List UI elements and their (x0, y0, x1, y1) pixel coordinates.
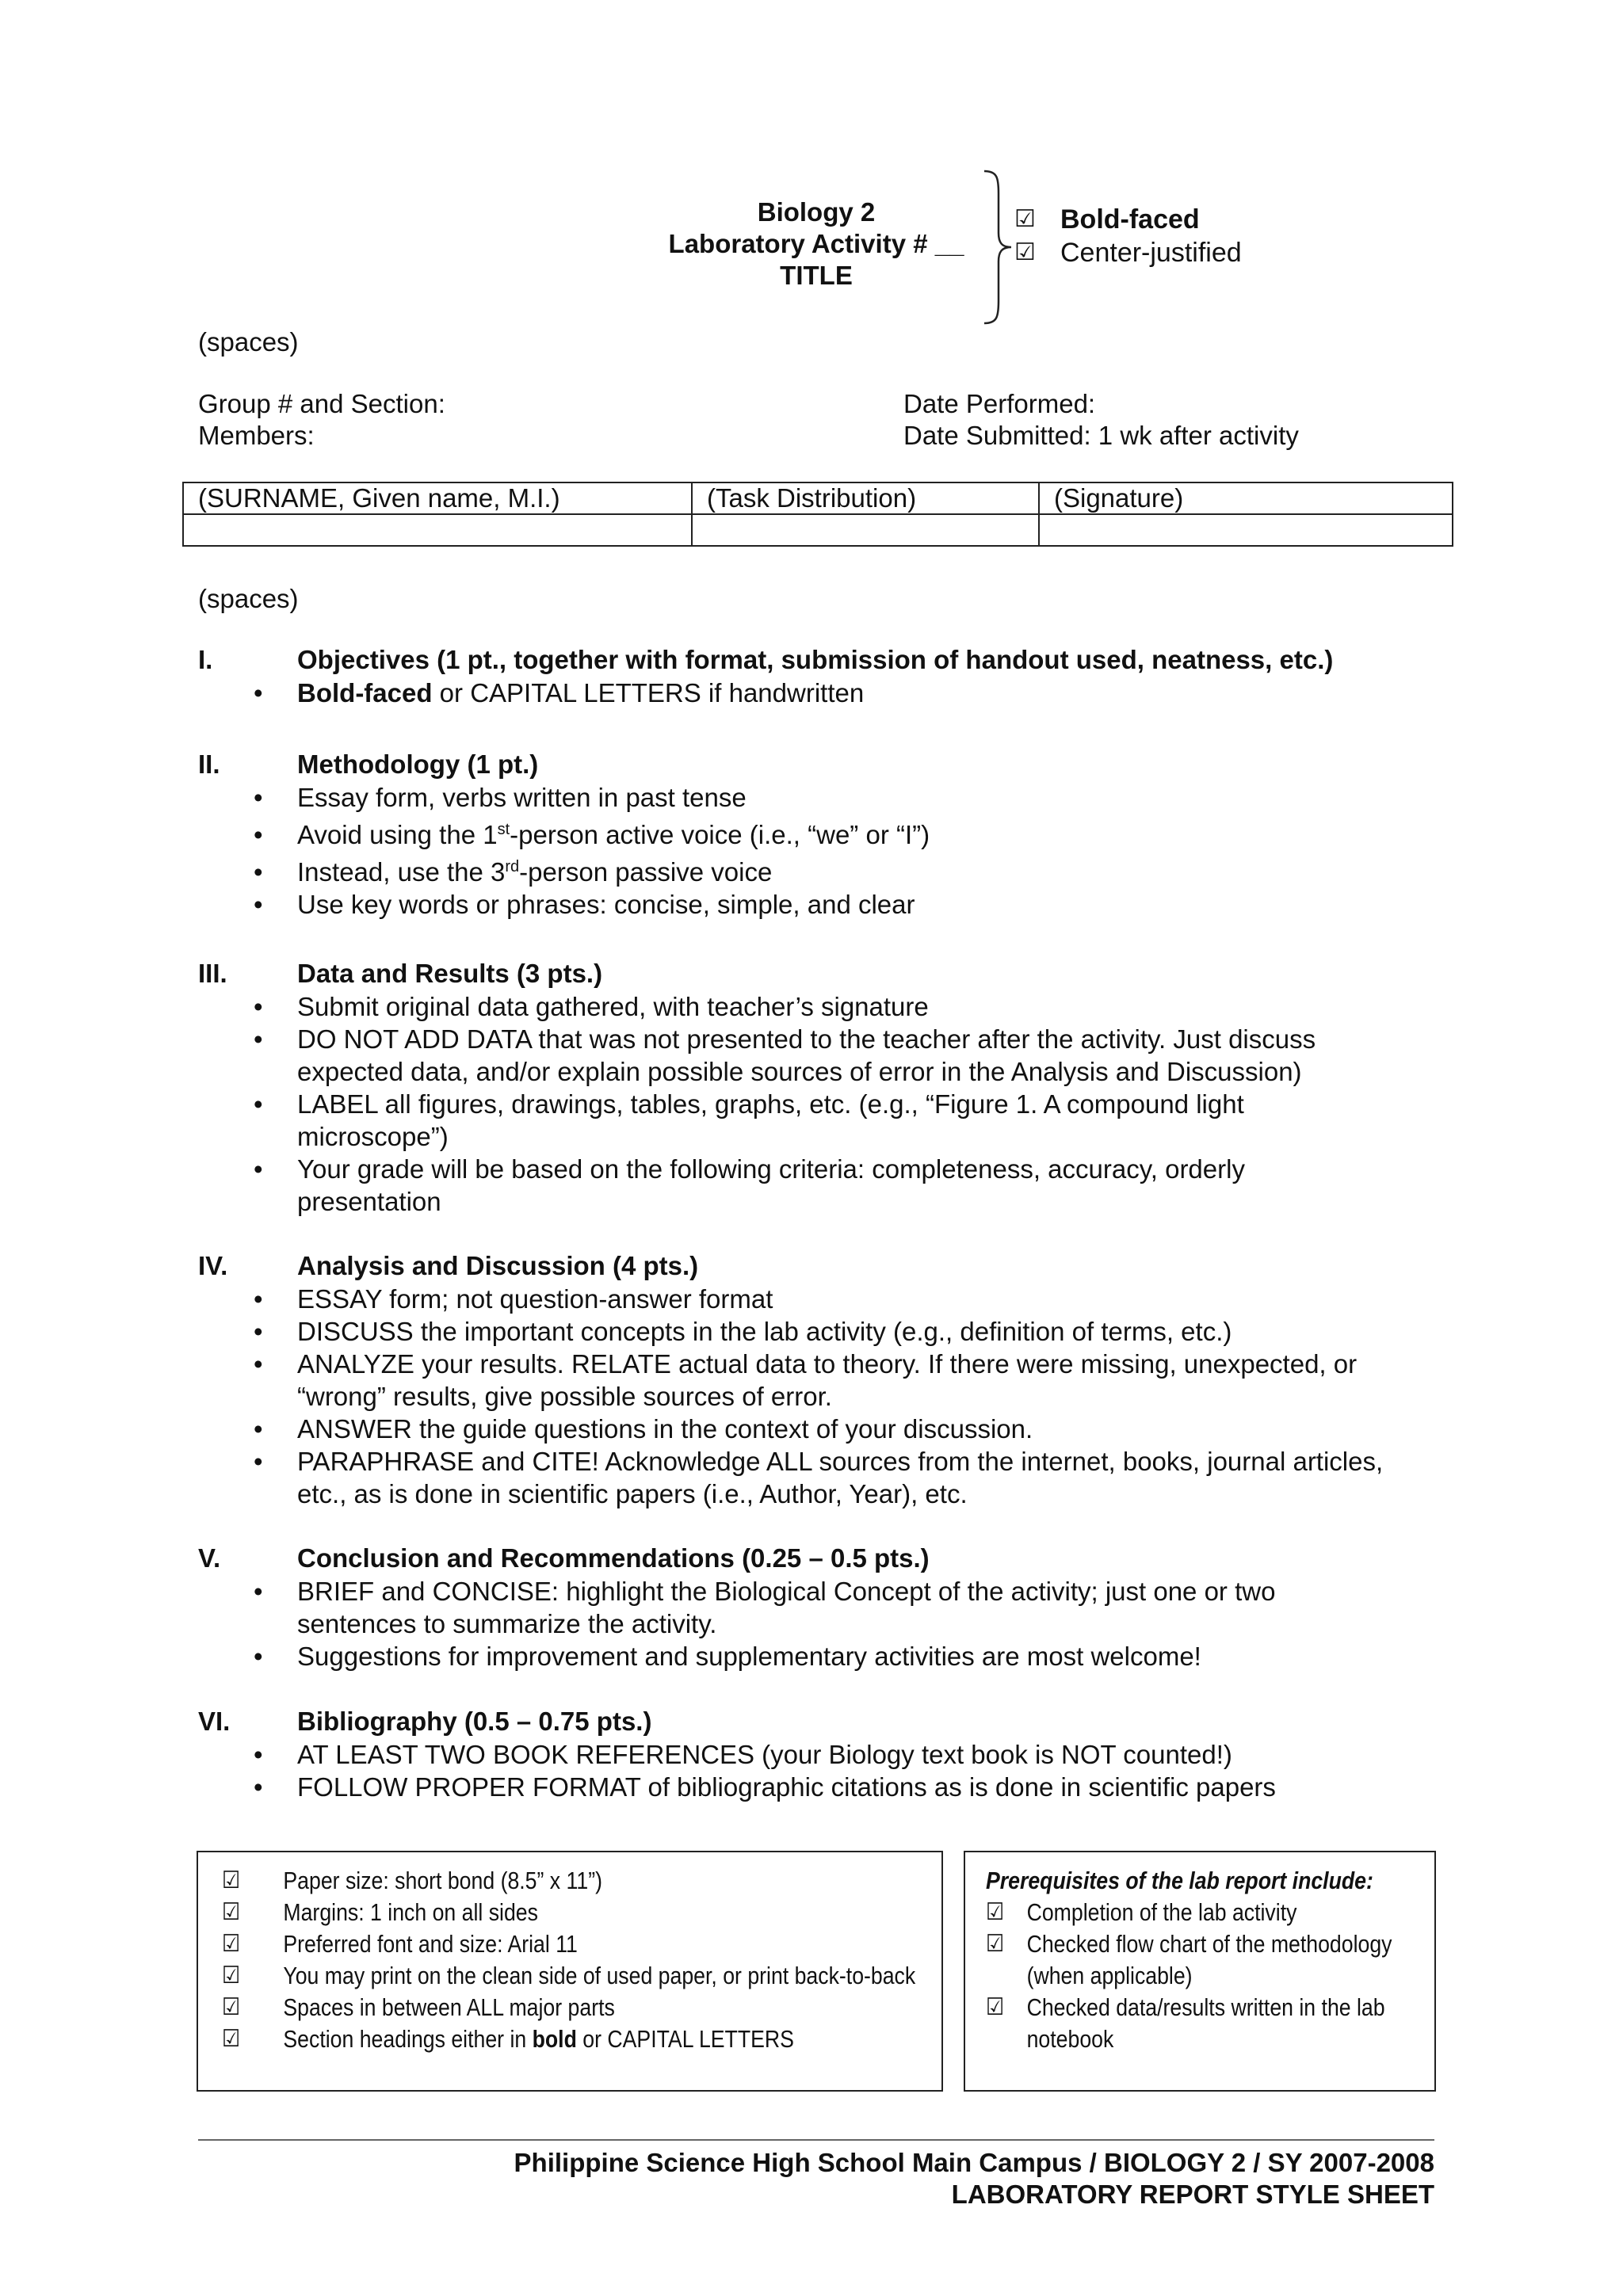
checkbox-checked-icon: ☑ (986, 1899, 1005, 1925)
checkbox-checked-icon: ☑ (222, 1994, 241, 2020)
section-number: I. (198, 645, 213, 674)
activity-title: TITLE (780, 261, 853, 290)
list-item: • ANALYZE your results. RELATE actual data to theory. If there were missing, unexpected, or “wrong” results, give possible sources of error. (254, 1349, 1358, 1411)
list-item: • ANSWER the guide questions in the context of your discussion. (254, 1414, 1033, 1444)
column-header-name: (SURNAME, Given name, M.I.) (183, 482, 692, 514)
curly-brace-icon (983, 170, 1014, 325)
list-item: ☑ Preferred font and size: Arial 11 (222, 1928, 915, 1960)
page-footer (514, 2147, 1434, 2210)
bullet-icon: • (254, 1447, 263, 1476)
section-title: Objectives (1 pt., together with format, submission of handout used, neatness, etc.) (297, 645, 1334, 674)
bullet-icon: • (254, 1740, 263, 1769)
section-bibliography (198, 1705, 1466, 1803)
bullet-icon: • (254, 678, 263, 707)
table-row (183, 514, 1453, 546)
bullet-icon: • (254, 992, 263, 1021)
bullet-icon: • (254, 820, 263, 849)
bullet-icon: • (254, 1414, 263, 1444)
checkbox-checked-icon: ☑ (1014, 206, 1036, 232)
section-number: III. (198, 959, 227, 988)
bullet-icon: • (254, 1577, 263, 1606)
table-header-row (183, 482, 1453, 514)
footer-doc-title: LABORATORY REPORT STYLE SHEET (951, 2180, 1434, 2209)
checkbox-checked-icon: ☑ (222, 1962, 241, 1989)
bullet-icon: • (254, 783, 263, 812)
members-table (182, 482, 1453, 547)
list-item: • DO NOT ADD DATA that was not presented to the teacher after the activity. Just discuss expected data, and/or explain possible sources of error in the Analysis and Discussion) (254, 1024, 1316, 1086)
bullet-icon: • (254, 1642, 263, 1671)
table-cell (692, 514, 1039, 546)
checkbox-checked-icon: ☑ (222, 1867, 241, 1894)
checkbox-checked-icon: ☑ (222, 2026, 241, 2052)
bullet-icon: • (254, 1772, 263, 1802)
date-submitted-label: Date Submitted: 1 wk after activity (903, 421, 1299, 450)
footer-school: Philippine Science High School Main Campus / BIOLOGY 2 / SY 2007-2008 (514, 2148, 1434, 2177)
course-name: Biology 2 (757, 197, 876, 227)
activity-number: Laboratory Activity # __ (668, 229, 964, 258)
section-number: II. (198, 749, 220, 779)
section-title: Conclusion and Recommendations (0.25 – 0.5 pts.) (297, 1543, 930, 1573)
checkbox-checked-icon: ☑ (1014, 239, 1036, 265)
list-item: • Suggestions for improvement and supplementary activities are most welcome! (254, 1642, 1201, 1671)
bullet-icon: • (254, 1284, 263, 1314)
prerequisites-box (964, 1851, 1436, 2092)
section-title: Methodology (1 pt.) (297, 749, 539, 779)
section-objectives (198, 643, 1466, 709)
bullet-icon: • (254, 857, 263, 887)
section-conclusion (198, 1542, 1466, 1672)
document-title (602, 196, 1030, 292)
format-requirements-box (197, 1851, 943, 2092)
list-item: • PARAPHRASE and CITE! Acknowledge ALL sources from the internet, books, journal articles, etc., as is done in scientific papers (i.e., Author, Year), etc. (254, 1447, 1384, 1508)
checkbox-checked-icon: ☑ (986, 1994, 1005, 2020)
members-label: Members: (198, 421, 315, 450)
list-item: ☑ Section headings either in bold or CAPITAL LETTERS (222, 2023, 915, 2055)
column-header-signature: (Signature) (1039, 482, 1453, 514)
list-item: ☑ Completion of the lab activity (986, 1897, 1436, 1928)
section-analysis-discussion (198, 1249, 1466, 1510)
list-item: • ESSAY form; not question-answer format (254, 1284, 773, 1314)
list-item: • LABEL all figures, drawings, tables, graphs, etc. (e.g., “Figure 1. A compound light microscope”) (254, 1089, 1244, 1151)
checkbox-checked-icon: ☑ (222, 1931, 241, 1957)
bullet-icon: • (254, 1089, 263, 1119)
group-label: Group # and Section: (198, 389, 445, 418)
date-performed-label: Date Performed: (903, 389, 1096, 418)
section-number: IV. (198, 1251, 228, 1280)
section-number: V. (198, 1543, 221, 1573)
checkbox-checked-icon: ☑ (222, 1899, 241, 1925)
footer-divider (198, 2139, 1434, 2141)
section-title: Bibliography (0.5 – 0.75 pts.) (297, 1707, 652, 1736)
format-note-bold: ☑ Bold-faced (1014, 204, 1200, 235)
bullet-icon: • (254, 1024, 263, 1054)
list-item: • Your grade will be based on the following criteria: completeness, accuracy, orderly presentation (254, 1154, 1245, 1216)
bullet-icon: • (254, 1154, 263, 1184)
list-item: ☑ Paper size: short bond (8.5” x 11”) (222, 1865, 915, 1897)
spaces-note: (spaces) (198, 584, 299, 613)
bullet-icon: • (254, 1317, 263, 1346)
list-item: • Instead, use the 3rd-person passive voice (254, 857, 773, 887)
prerequisites-title: Prerequisites of the lab report include: (986, 1867, 1373, 1894)
list-item: • Essay form, verbs written in past tense (254, 783, 747, 812)
checkbox-checked-icon: ☑ (986, 1931, 1005, 1957)
format-note-center: ☑ Center-justified (1014, 238, 1242, 268)
list-item: • AT LEAST TWO BOOK REFERENCES (your Biology text book is NOT counted!) (254, 1740, 1232, 1769)
list-item: ☑ You may print on the clean side of used paper, or print back-to-back (222, 1960, 915, 1992)
section-title: Analysis and Discussion (4 pts.) (297, 1251, 699, 1280)
list-item: • FOLLOW PROPER FORMAT of bibliographic citations as is done in scientific papers (254, 1772, 1276, 1802)
list-item: ☑ Margins: 1 inch on all sides (222, 1897, 915, 1928)
list-item: • Avoid using the 1st-person active voice (i.e., “we” or “I”) (254, 820, 930, 849)
table-cell (1039, 514, 1453, 546)
bullet-icon: • (254, 1349, 263, 1379)
bullet-icon: • (254, 890, 263, 919)
list-item: • Bold-faced or CAPITAL LETTERS if handwritten (254, 678, 865, 707)
list-item: ☑ Checked data/results written in the lab notebook (986, 1993, 1385, 2053)
list-item: • Submit original data gathered, with teacher’s signature (254, 992, 929, 1021)
section-title: Data and Results (3 pts.) (297, 959, 603, 988)
column-header-task: (Task Distribution) (692, 482, 1039, 514)
section-methodology (198, 748, 1466, 921)
list-item: ☑ Checked flow chart of the methodology (when applicable) (986, 1930, 1392, 1989)
list-item: • Use key words or phrases: concise, simple, and clear (254, 890, 915, 919)
title-format-notes (1014, 203, 1242, 269)
list-item: • DISCUSS the important concepts in the lab activity (e.g., definition of terms, etc.) (254, 1317, 1232, 1346)
section-data-results (198, 957, 1466, 1218)
spaces-note: (spaces) (198, 327, 299, 357)
list-item: • BRIEF and CONCISE: highlight the Biological Concept of the activity; just one or two sentences to summarize the activity. (254, 1577, 1276, 1638)
section-number: VI. (198, 1707, 231, 1736)
list-item: ☑ Spaces in between ALL major parts (222, 1992, 915, 2023)
table-cell (183, 514, 692, 546)
